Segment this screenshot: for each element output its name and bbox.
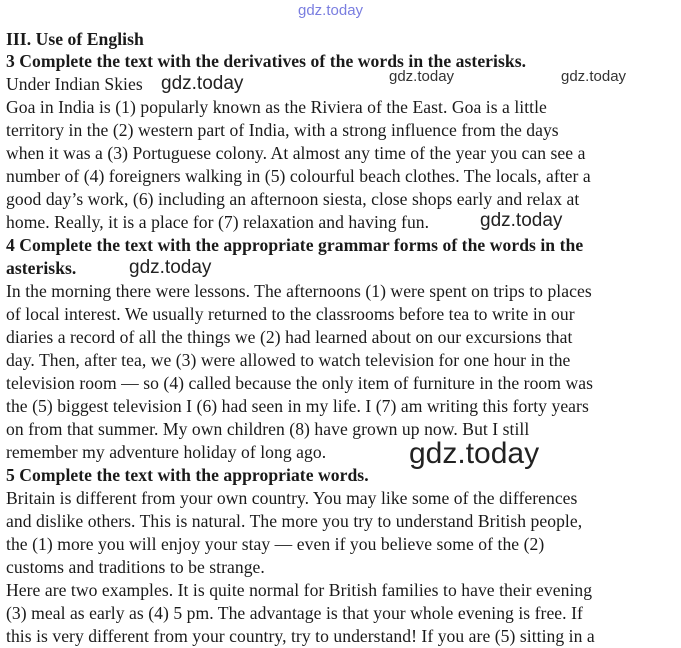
task4-text-line: day. Then, after tea, we (3) were allowed to watch television for one hour in the xyxy=(6,350,571,370)
task3-text-line: Goa in India is (1) popularly known as the Riviera of the East. Goa is a little xyxy=(6,97,547,117)
watermark: gdz.today xyxy=(161,73,244,94)
task5-text-line: Britain is different from your own country. You may like some of the differences xyxy=(6,488,578,508)
watermark: gdz.today xyxy=(409,437,540,470)
task3-text-line: when it was a (3) Portuguese colony. At almost any time of the year you can see a xyxy=(6,143,586,163)
task4-heading: 4 Complete the text with the appropriate grammar forms of the words in the xyxy=(6,235,584,255)
watermark: gdz.today xyxy=(129,257,212,278)
watermark: gdz.today xyxy=(298,2,364,19)
task5-heading: 5 Complete the text with the appropriate words. xyxy=(6,465,369,485)
task3-heading: 3 Complete the text with the derivatives of the words in the asterisks. xyxy=(6,51,527,71)
task4-text-line: television room — so (4) called because the only item of furniture in the room was xyxy=(6,373,593,393)
watermark: gdz.today xyxy=(389,68,455,85)
task4-text-line: the (5) biggest television I (6) had seen in my life. I (7) am writing this forty years xyxy=(6,396,589,416)
task4-text-line: In the morning there were lessons. The afternoons (1) were spent on trips to places xyxy=(6,281,592,301)
document-page xyxy=(6,0,676,648)
task4-text-line: of local interest. We usually returned to the classrooms before tea to write in our xyxy=(6,304,575,324)
task3-text-line: good day’s work, (6) including an afternoon siesta, close shops early and relax at xyxy=(6,189,580,209)
watermark: gdz.today xyxy=(480,210,563,231)
task3-text-line: territory in the (2) western part of India, with a strong influence from the days xyxy=(6,120,559,140)
task5-text-line: customs and traditions to be strange. xyxy=(6,557,265,577)
task5-text-line: this is very different from your country, try to understand! If you are (5) sitting in a xyxy=(6,626,595,646)
task4-text-line: remember my adventure holiday of long ago. xyxy=(6,442,327,462)
task4-text-line: diaries a record of all the things we (2) had learned about on our excursions that xyxy=(6,327,573,347)
task5-text-line: (3) meal as early as (4) 5 pm. The advantage is that your whole evening is free. If xyxy=(6,603,583,623)
task3-subtitle: Under Indian Skies xyxy=(6,74,143,94)
task5-text-line: the (1) more you will enjoy your stay — even if you believe some of the (2) xyxy=(6,534,545,554)
task3-text-line: home. Really, it is a place for (7) relaxation and having fun. xyxy=(6,212,430,232)
task4-text-line: on from that summer. My own children (8) have grown up now. But I still xyxy=(6,419,530,439)
watermark: gdz.today xyxy=(561,68,627,85)
section-title: III. Use of English xyxy=(6,29,144,49)
task4-heading-continued: asterisks. xyxy=(6,258,77,278)
task5-text-line: and dislike others. This is natural. The more you try to understand British people, xyxy=(6,511,583,531)
task3-text-line: number of (4) foreigners walking in (5) colourful beach clothes. The locals, after a xyxy=(6,166,591,186)
task5-text-line: Here are two examples. It is quite normal for British families to have their evening xyxy=(6,580,593,600)
